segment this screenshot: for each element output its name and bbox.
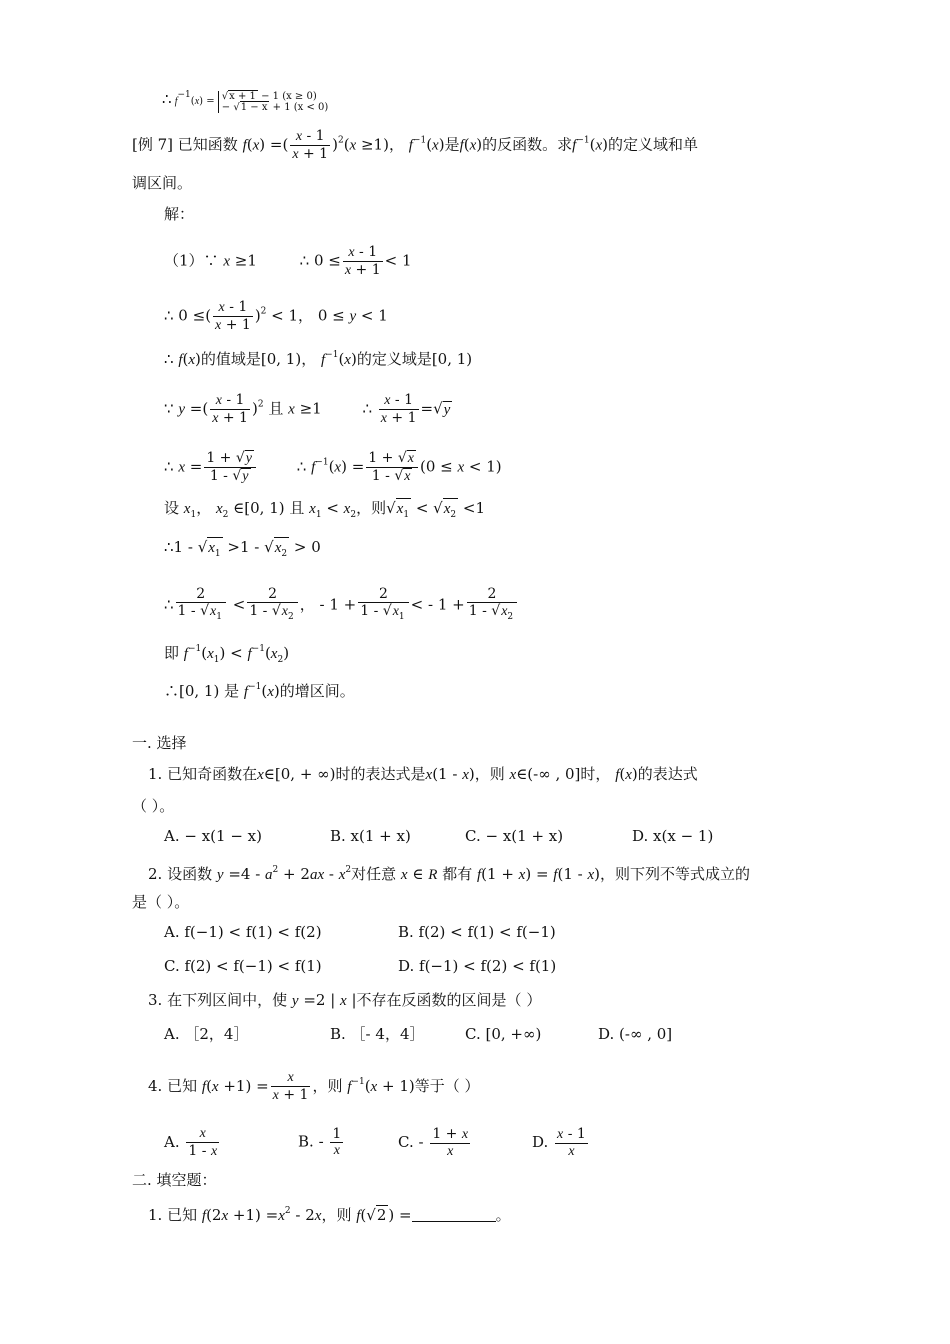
q2-option-d[interactable]: D. f(−1) < f(2) < f(1)	[398, 957, 557, 975]
question-1-paren: （ ）。	[132, 797, 175, 815]
solution-label: 解：	[164, 205, 195, 223]
question-4: 4. 已知 f(x +1) = $\frac{x}{x + 1}$ ，则 $f^{-1}(x + 1)$等于（ ）	[148, 1070, 480, 1103]
step-8: ∴ $\frac{2}{1 - √x_1}$ < $\frac{2}{1 - √x_2}$ ， - 1 + $\frac{2}{1 - √x_1}$ < - 1 + $\frac{2}{1 - √x_2}$	[164, 586, 519, 625]
q3-option-d[interactable]: D. (-∞ , 0]	[598, 1025, 673, 1043]
step-2: ∴ 0 ≤( $\frac{x - 1}{x + 1}$ )$^2$ < 1， 0 ≤ y < 1	[164, 299, 388, 333]
step-3: ∴ f(x)的值域是[0, 1)， $f^{-1}(x)$的定义域是[0, 1)	[164, 350, 473, 368]
q4-option-b[interactable]: B. - $\frac{1}{x}$	[298, 1126, 342, 1158]
q1-option-d[interactable]: D. x(x − 1)	[632, 827, 714, 845]
section-1-title: 一. 选择	[132, 734, 187, 752]
question-3: 3. 在下列区间中，使 y =2 | x |不存在反函数的区间是（ ）	[148, 991, 542, 1009]
q1-option-c[interactable]: C. − x(1 + x)	[465, 827, 564, 845]
top-formula-line: ∴ f−1(x) = √x + 1 − 1 (x ≥ 0) − √1 − x + 1 (x < 0)	[162, 90, 329, 113]
step-7: ∴1 - $√x_1 >1 - √x_2 > 0$	[164, 538, 321, 559]
q2-option-a[interactable]: A. f(−1) < f(1) < f(2)	[164, 923, 322, 941]
step-10: ∴[0, 1) 是 $f^{-1}(x)$的增区间。	[164, 682, 355, 700]
q3-option-b[interactable]: B. ［- 4，4］	[330, 1025, 425, 1043]
q4-option-d[interactable]: D. $\frac{x - 1}{x}$	[532, 1126, 586, 1159]
section-2-title: 二. 填空题：	[132, 1171, 217, 1189]
q4-option-c[interactable]: C. - $\frac{1 + x}{x}$	[398, 1126, 469, 1159]
question-1: 1. 已知奇函数在x∈[0, + ∞)时的表达式是x(1 - x)，则 x∈(-∞ , 0]时， f(x)的表达式	[148, 765, 698, 783]
q1-option-b[interactable]: B. x(1 + x)	[330, 827, 411, 845]
q3-option-c[interactable]: C. [0, +∞)	[465, 1025, 542, 1043]
q3-option-a[interactable]: A. ［2，4］	[164, 1025, 249, 1043]
example-7-continued: 调区间。	[132, 174, 193, 192]
q2-option-c[interactable]: C. f(2) < f(−1) < f(1)	[164, 957, 322, 975]
q2-option-b[interactable]: B. f(2) < f(1) < f(−1)	[398, 923, 556, 941]
example-7-statement: [例 7] 已知函数 f(x) =( $\frac{x - 1}{x + 1}$ )$^2$(x ≥1)， $f^{-1}(x)$是f(x)的反函数。求$f^{-1}(x)$的定义域和单	[132, 128, 698, 162]
step-4: ∵ y =( $\frac{x - 1}{x + 1}$ )$^2$ 且 x ≥1 ∴ $\frac{x - 1}{x + 1}$ =√y	[164, 392, 451, 426]
q1-option-a[interactable]: A. − x(1 − x)	[164, 827, 262, 845]
step-6: 设 $x_1$， $x_2$ ∈[0, 1) 且 $x_1 < x_2$，则$√x_1 < √x_2 <1$	[164, 499, 486, 520]
step-5: ∴ x = $\frac{1 + √y}{1 - √y}$ ∴ $f^{-1}(x)$ = $\frac{1 + √x}{1 - √x}$ (0 ≤ x < 1)	[164, 450, 502, 484]
fill-question-1: 1. 已知 $f(2x +1) =x^2 - 2x$，则 f(√2 ) = 。	[148, 1206, 511, 1224]
answer-blank[interactable]	[412, 1207, 496, 1222]
q4-option-a[interactable]: A. $\frac{x}{1 - x}$	[164, 1126, 218, 1159]
question-2-continued: 是（ ）。	[132, 893, 190, 911]
step-1: （1）∵ x ≥1 ∴ 0 ≤ $\frac{x - 1}{x + 1}$ < 1	[164, 244, 412, 278]
question-2: 2. 设函数 $y =4 - a^2 + 2ax - x^2$对任意 x ∈ R 都有 f(1 + x) = f(1 - x)，则下列不等式成立的	[148, 865, 751, 883]
step-9: 即 $f^{-1}(x_1) < f^{-1}(x_2)$	[164, 644, 290, 665]
